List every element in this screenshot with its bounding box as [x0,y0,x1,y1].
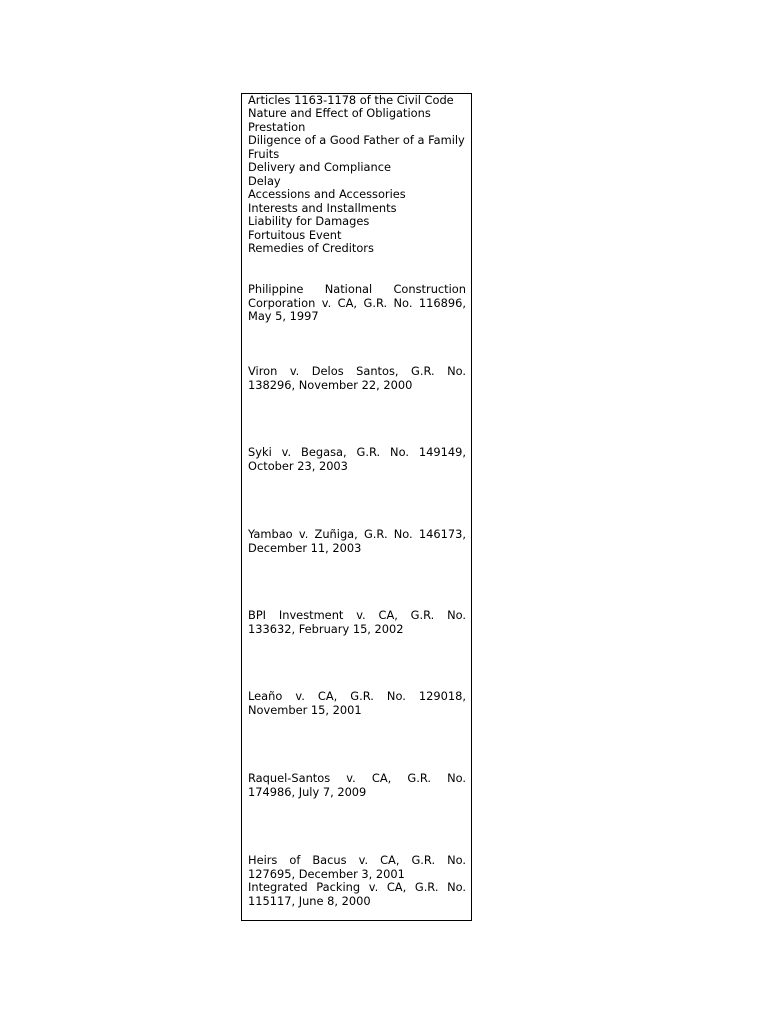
case-citation: Syki v. Begasa, G.R. No. 149149, October 23, 2003 [248,445,466,473]
topic-item: Prestation [248,120,306,134]
topic-item: Fortuitous Event [248,228,342,242]
topic-item: Liability for Damages [248,214,370,228]
case-citation: Raquel-Santos v. CA, G.R. No. 174986, July 7, 2009 [248,771,466,799]
case-citation: Philippine National Construction Corporation v. CA, G.R. No. 116896, May 5, 1997 [248,282,466,324]
topic-item: Articles 1163-1178 of the Civil Code [248,93,454,107]
topic-item: Remedies of Creditors [248,241,374,255]
case-citation: Integrated Packing v. CA, G.R. No. 115117, June 8, 2000 [248,880,466,908]
topic-item: Nature and Effect of Obligations [248,106,431,120]
case-citation: Viron v. Delos Santos, G.R. No. 138296, November 22, 2000 [248,364,466,392]
case-citation: BPI Investment v. CA, G.R. No. 133632, February 15, 2002 [248,608,466,636]
case-citation: Yambao v. Zuñiga, G.R. No. 146173, December 11, 2003 [248,527,466,555]
case-citation: Heirs of Bacus v. CA, G.R. No. 127695, December 3, 2001 [248,853,466,881]
topic-item: Interests and Installments [248,201,397,215]
case-citation: Leaño v. CA, G.R. No. 129018, November 15, 2001 [248,689,466,717]
topic-item: Fruits [248,147,280,161]
topic-item: Delivery and Compliance [248,160,392,174]
topic-item: Accessions and Accessories [248,187,406,201]
topic-item: Diligence of a Good Father of a Family [248,133,465,147]
topic-item: Delay [248,174,281,188]
